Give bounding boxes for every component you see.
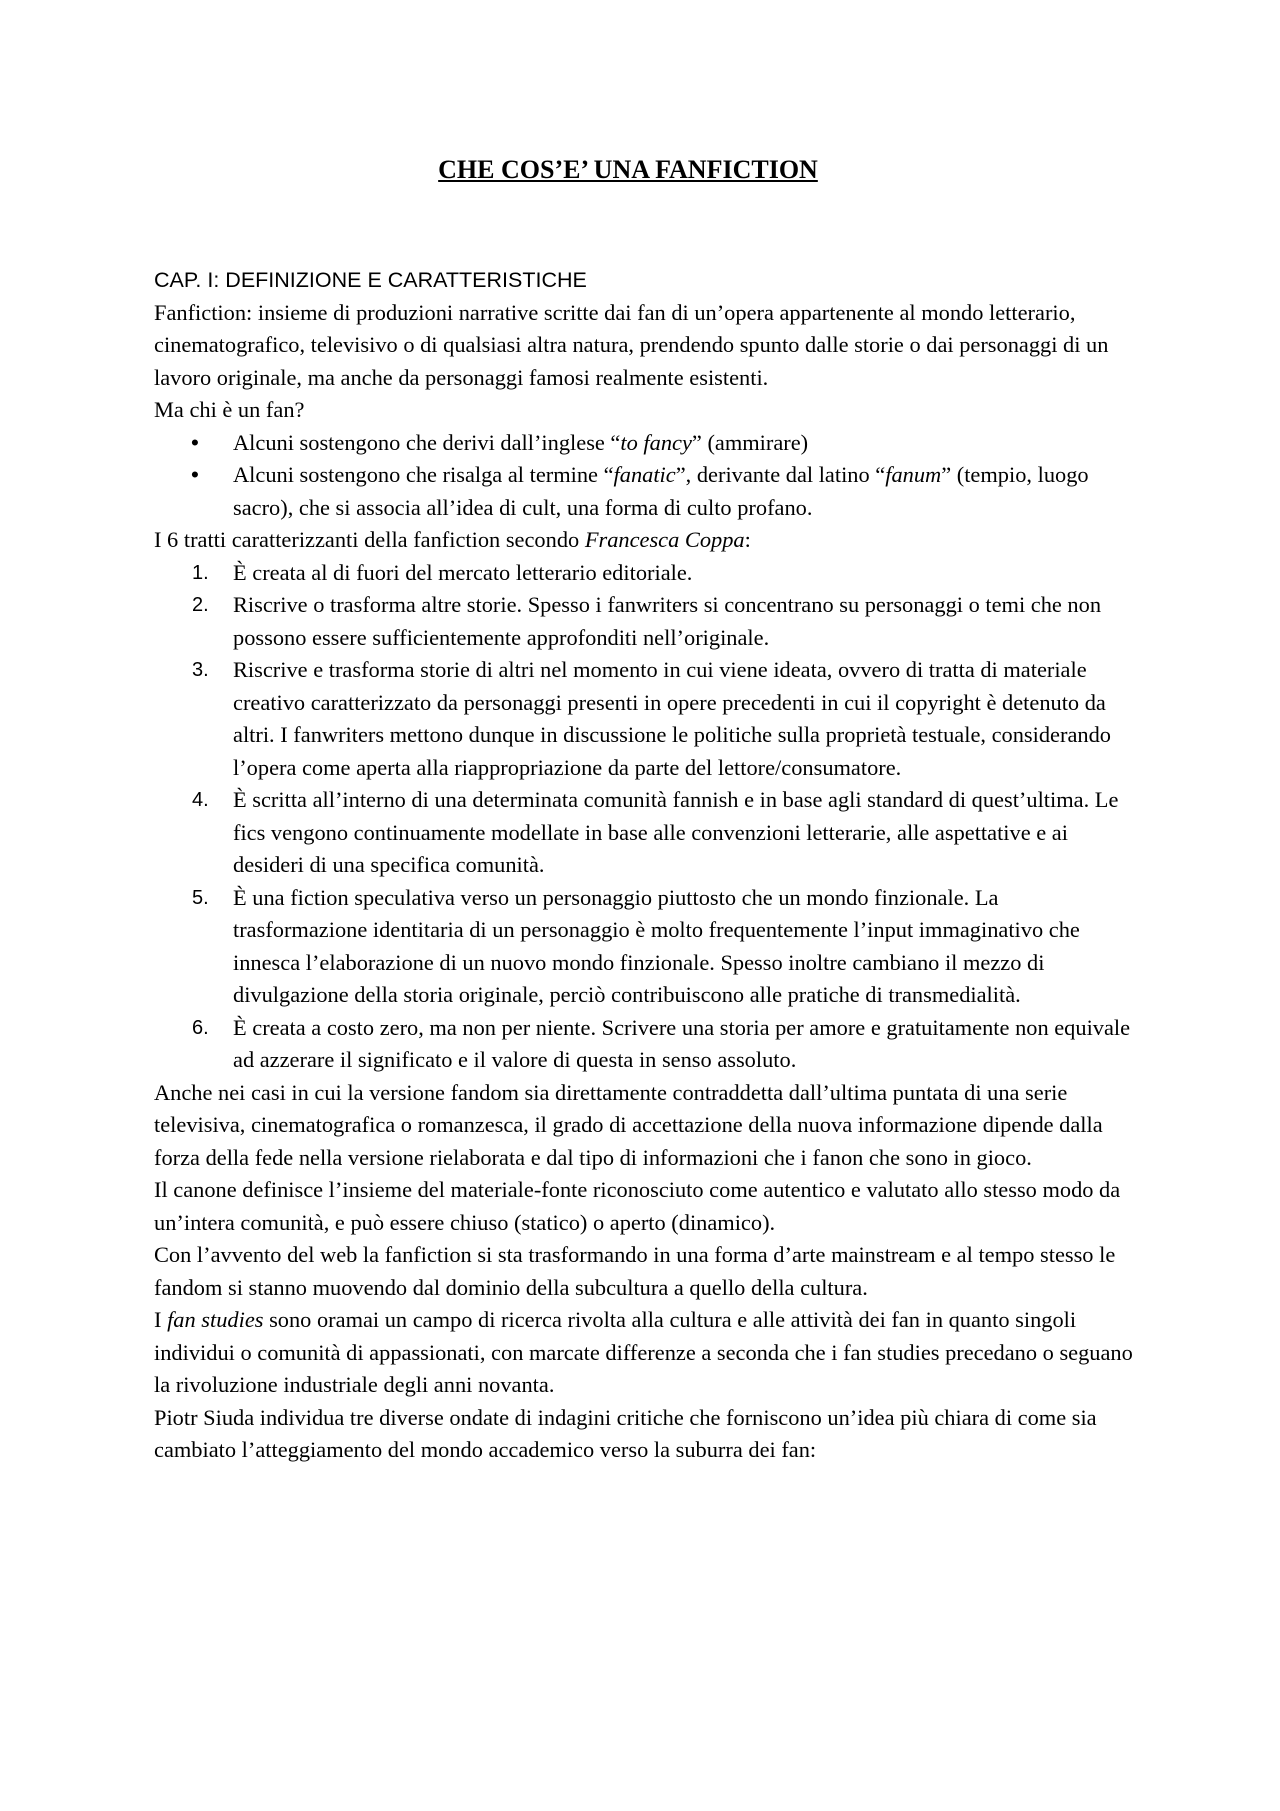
closing-paragraph: Piotr Siuda individua tre diverse ondate di indagini critiche che forniscono un’idea più chiara di come sia cambiato l’atteggiamento del mondo accademico verso la suburra dei fan: [154, 1404, 1097, 1462]
traits-intro-colon: : [744, 527, 751, 552]
list-item [154, 427, 1134, 460]
bullet-italic: fanatic [613, 462, 676, 487]
bullet-text: Alcuni sostengono che risalga al termine “ [233, 462, 614, 487]
etymology-list [154, 427, 1134, 525]
bullet-text: ”, derivante dal latino “ [675, 462, 886, 487]
canon-paragraph: Il canone definisce l’insieme del materiale-fonte riconosciuto come autentico e valutato allo stesso modo da un’intera comunità, e può essere chiuso (statico) o aperto (dinamico). [154, 1177, 1121, 1235]
fan-studies-text: sono oramai un campo di ricerca rivolta alla cultura e alle attività dei fan in quanto singoli individui o comunità di appassionati, con marcate differenze a seconda che i fan studies precedano o seguano la rivoluzione industriale degli anni novanta. [154, 1307, 1133, 1397]
intro-paragraph: Fanfiction: insieme di produzioni narrative scritte dai fan di un’opera appartenente al mondo letterario, cinematografico, televisivo o di qualsiasi altra natura, prendendo spunto dalle storie o dai personaggi di un lavoro originale, ma anche da personaggi famosi realmente esistenti. [154, 299, 1109, 390]
author-name: Francesca Coppa [584, 527, 745, 552]
web-paragraph: Con l’avvento del web la fanfiction si sta trasformando in una forma d’arte mainstream e al tempo stesso le fandom si stanno muovendo dal dominio della subcultura a quello della cultura. [154, 1242, 1116, 1300]
list-item: È una fiction speculativa verso un personaggio piuttosto che un mondo finzionale. La trasformazione identitaria di un personaggio è molto frequentemente l’input immaginativo che innesca l’elaborazione di un nuovo mondo finzionale. Spesso inoltre cambiano il mezzo di divulgazione della storia originale, perciò contribuiscono alle pratiche di transmedialità. [233, 884, 1080, 1007]
fandom-paragraph: Anche nei casi in cui la versione fandom sia direttamente contraddetta dall’ultima puntata di una serie televisiva, cinematografica o romanzesca, il grado di accettazione della nuova informazione dipende dalla forza della fede nella versione rielaborata e dal tipo di informazioni che i fanon che sono in gioco. [154, 1079, 1103, 1170]
bullet-italic: to fancy [620, 429, 692, 455]
document-body [154, 264, 1134, 1467]
traits-intro [154, 524, 1134, 557]
list-item: Riscrive o trasforma altre storie. Spesso i fanwriters si concentrano su personaggi o temi che non possono essere sufficientemente approfonditi nell’originale. [233, 592, 1102, 650]
bullet-italic: fanum [885, 462, 942, 487]
traits-list [154, 557, 1134, 1077]
bullet-text: ” (ammirare) [691, 429, 809, 455]
list-item: È creata al di fuori del mercato letterario editoriale. [233, 559, 693, 585]
question-line: Ma chi è un fan? [154, 397, 305, 422]
list-item: È scritta all’interno di una determinata comunità fannish e in base agli standard di quest’ultima. Le fics vengono continuamente modellate in base alle convenzioni letterarie, alle aspettative e ai desideri di una specifica comunità. [233, 787, 1119, 877]
list-item: È creata a costo zero, ma non per niente. Scrivere una storia per amore e gratuitamente non equivale ad azzerare il significato e il valore di questa in senso assoluto. [233, 1014, 1131, 1072]
fan-studies-italic: fan studies [167, 1307, 264, 1332]
chapter-heading: CAP. I: DEFINIZIONE E CARATTERISTICHE [154, 268, 587, 292]
list-item: Riscrive e trasforma storie di altri nel momento in cui viene ideata, ovvero di tratta di materiale creativo caratterizzato da personaggi presenti in opere precedenti in cui il copyright è detenuto da altri. I fanwriters mettono dunque in discussione le politiche sulla proprietà testuale, considerando l’opera come aperta alla riappropriazione da parte del lettore/consumatore. [233, 657, 1111, 780]
page-title: CHE COS’E’ UNA FANFICTION [438, 155, 818, 184]
traits-intro-text: I 6 tratti caratterizzanti della fanfiction secondo [154, 527, 585, 552]
fan-studies-paragraph [154, 1304, 1134, 1402]
bullet-text: Alcuni sostengono che derivi dall’inglese “ [233, 429, 621, 455]
bullet-text: ” (tempio, luogo sacro), che si associa all’idea di cult, una forma di culto profano. [233, 462, 1089, 520]
list-item [154, 459, 1134, 524]
fan-studies-text: I [154, 1307, 168, 1332]
